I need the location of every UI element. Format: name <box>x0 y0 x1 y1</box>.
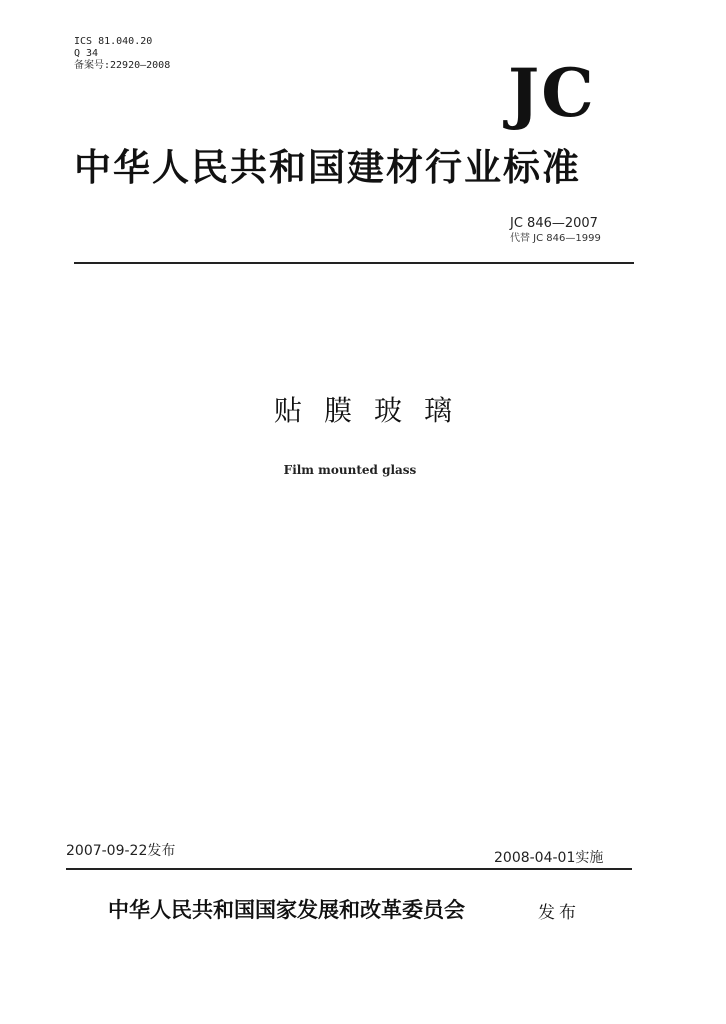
ics-code: ICS 81.040.20 <box>74 36 153 47</box>
footer-divider <box>66 868 632 870</box>
record-number: 备案号:22920—2008 <box>74 60 171 71</box>
document-title-en: Film mounted glass <box>283 463 417 477</box>
ccs-code: Q 34 <box>74 48 99 59</box>
implementation-date: 2008-04-01实施 <box>494 850 604 866</box>
classification-block <box>74 36 170 72</box>
issuing-authority: 中华人民共和国国家发展和改革委员会 <box>108 897 465 922</box>
standard-number: JC 846—2007 <box>510 216 598 231</box>
header-divider <box>74 262 634 264</box>
document-title-zh: 贴膜玻璃 <box>273 394 474 427</box>
issue-date: 2007-09-22发布 <box>66 843 176 859</box>
jc-logo: JC <box>508 54 596 132</box>
standard-category-title: 中华人民共和国建材行业标准 <box>74 145 581 189</box>
replaced-standard: 代替 JC 846—1999 <box>510 233 601 244</box>
issuing-label: 发布 <box>538 903 580 923</box>
